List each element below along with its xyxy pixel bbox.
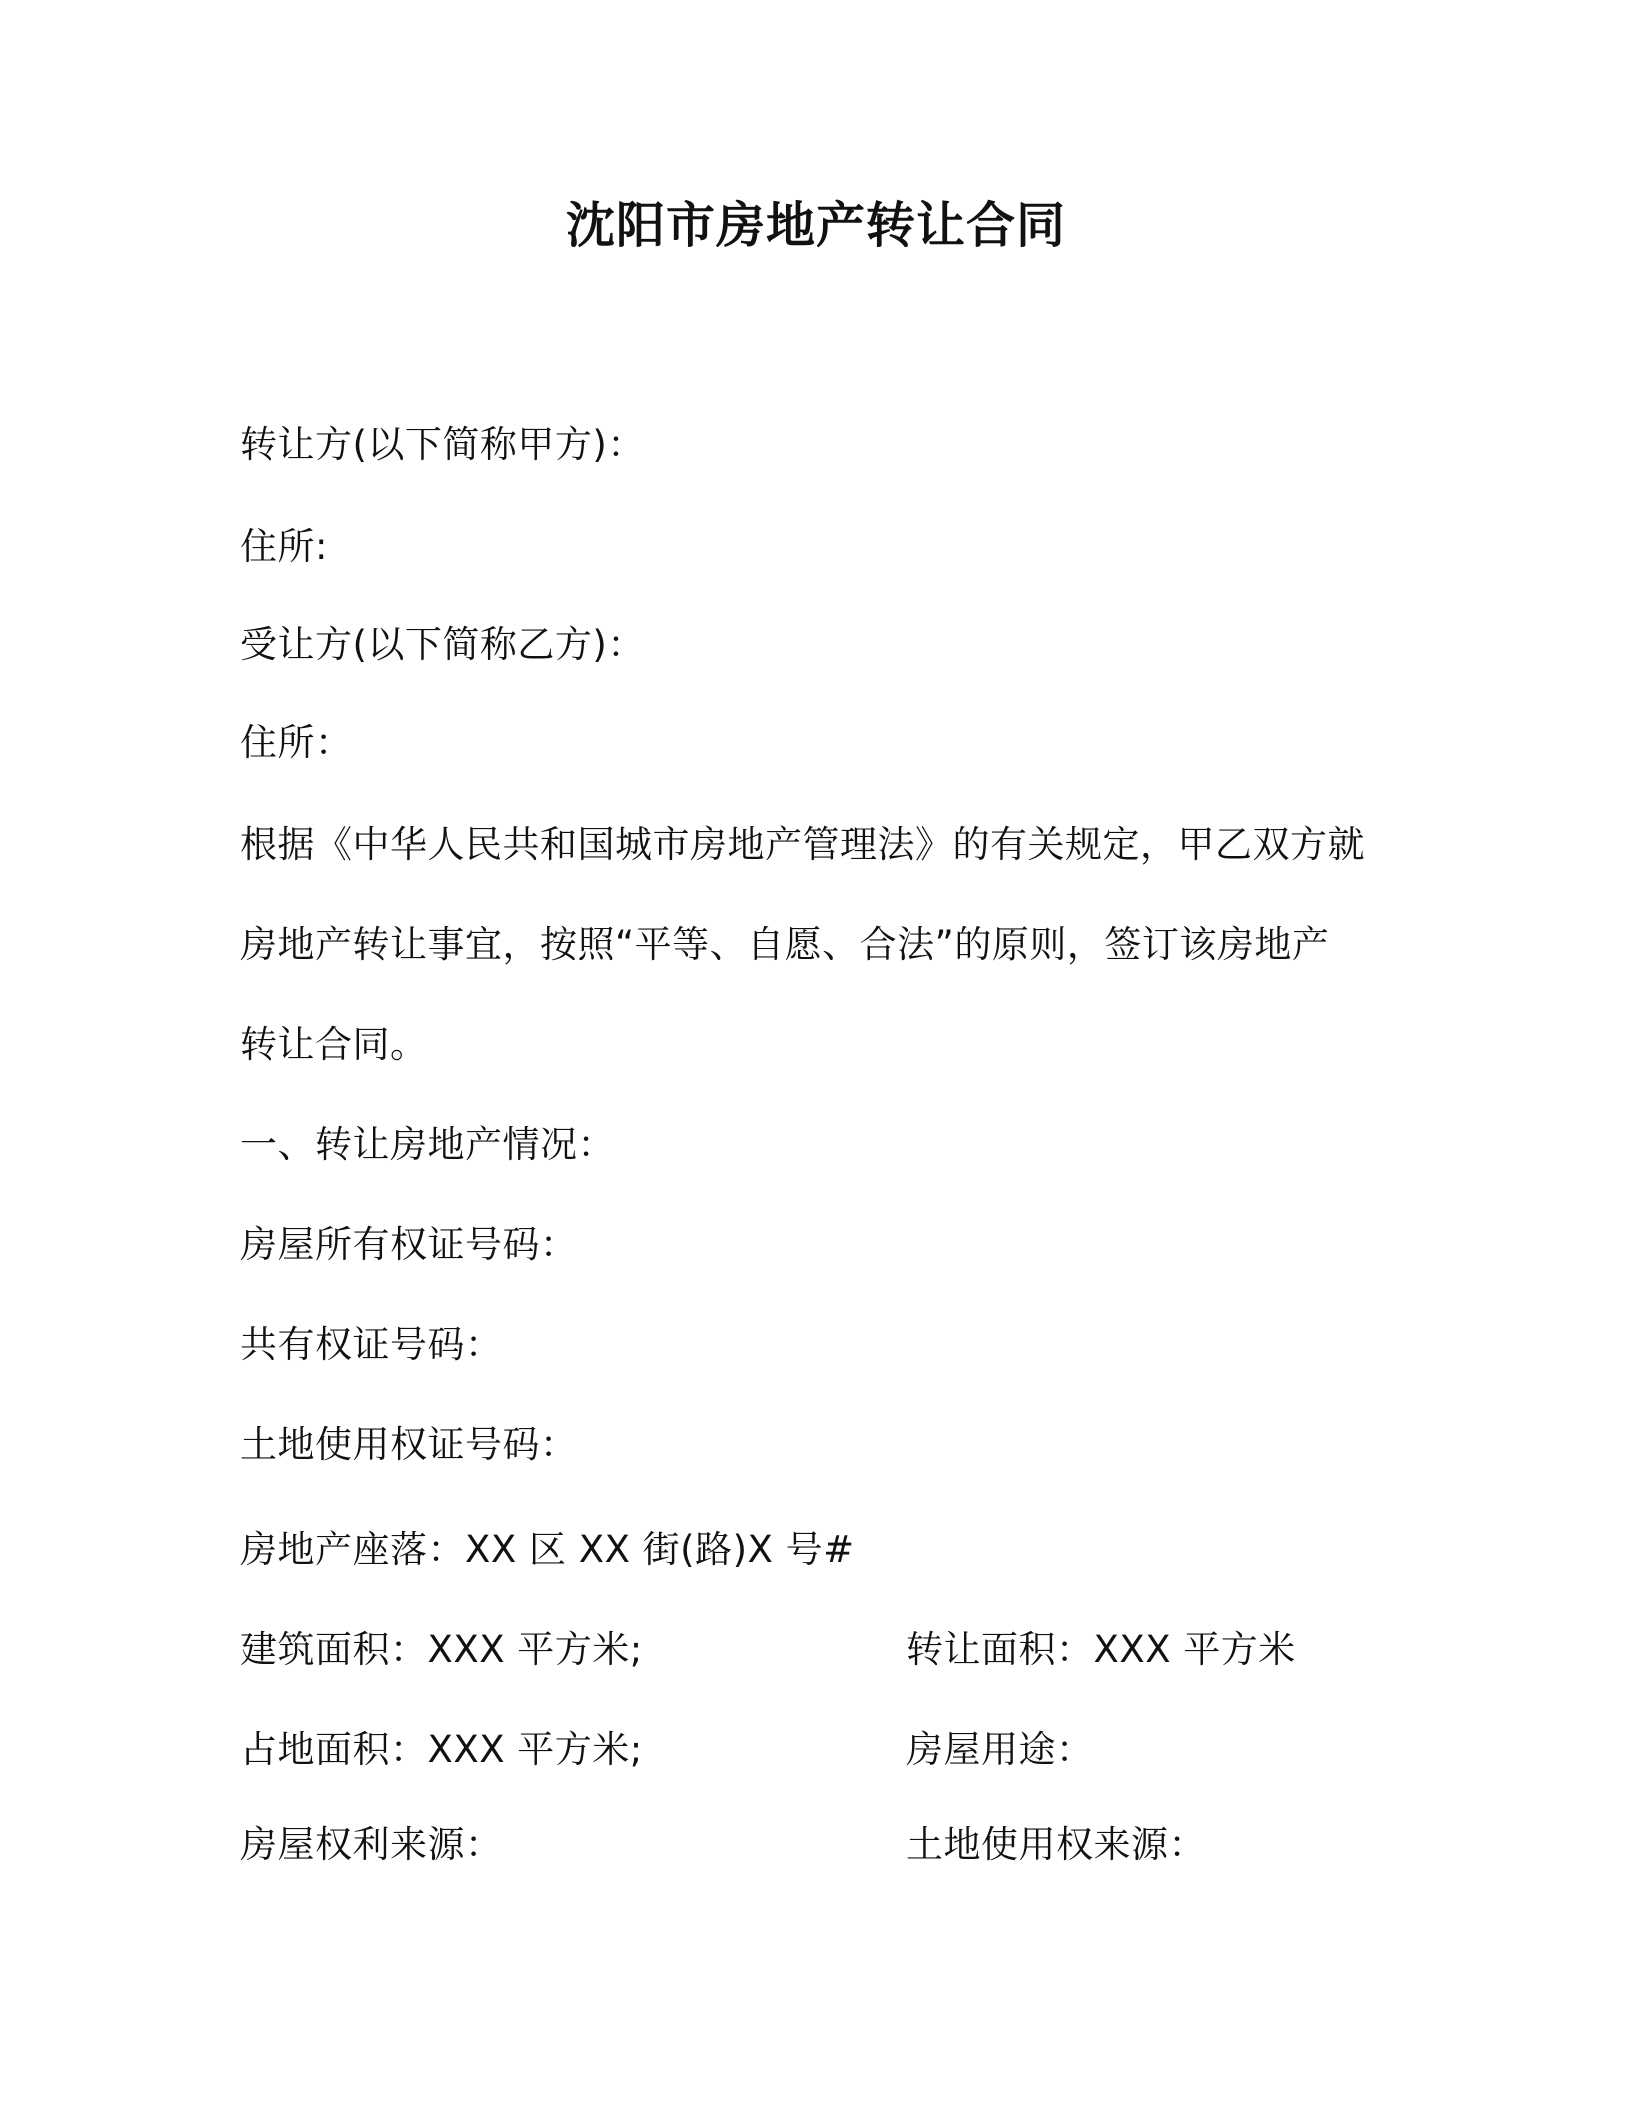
party-a-address-label: 住所: xyxy=(240,525,328,568)
preamble-line-1: 根据《中华人民共和国城市房地产管理法》的有关规定，甲乙双方就 xyxy=(240,823,1365,866)
party-a-label: 转让方(以下简称甲方)： xyxy=(240,423,645,466)
building-area: 建筑面积：XXX 平方米; xyxy=(240,1628,643,1671)
party-b-label: 受让方(以下简称乙方)： xyxy=(240,623,645,666)
party-b-address-label: 住所： xyxy=(240,721,353,764)
house-rights-source-label: 房屋权利来源： xyxy=(240,1823,503,1866)
land-area: 占地面积：XXX 平方米; xyxy=(240,1728,643,1771)
property-location: 房地产座落：XX 区 XX 街(路)X 号# xyxy=(240,1528,855,1571)
co-ownership-cert-label: 共有权证号码： xyxy=(240,1323,503,1366)
transfer-area: 转让面积：XXX 平方米 xyxy=(906,1628,1296,1671)
house-use-label: 房屋用途： xyxy=(906,1728,1094,1771)
ownership-cert-label: 房屋所有权证号码： xyxy=(240,1223,578,1266)
section-1-heading: 一、转让房地产情况： xyxy=(240,1123,615,1166)
document-title: 沈阳市房地产转让合同 xyxy=(565,197,1066,254)
land-use-cert-label: 土地使用权证号码： xyxy=(240,1423,578,1466)
land-rights-source-label: 土地使用权来源： xyxy=(906,1823,1206,1866)
preamble-line-2: 房地产转让事宜，按照“平等、自愿、合法”的原则，签订该房地产 xyxy=(240,923,1330,966)
preamble-line-3: 转让合同。 xyxy=(240,1023,428,1066)
